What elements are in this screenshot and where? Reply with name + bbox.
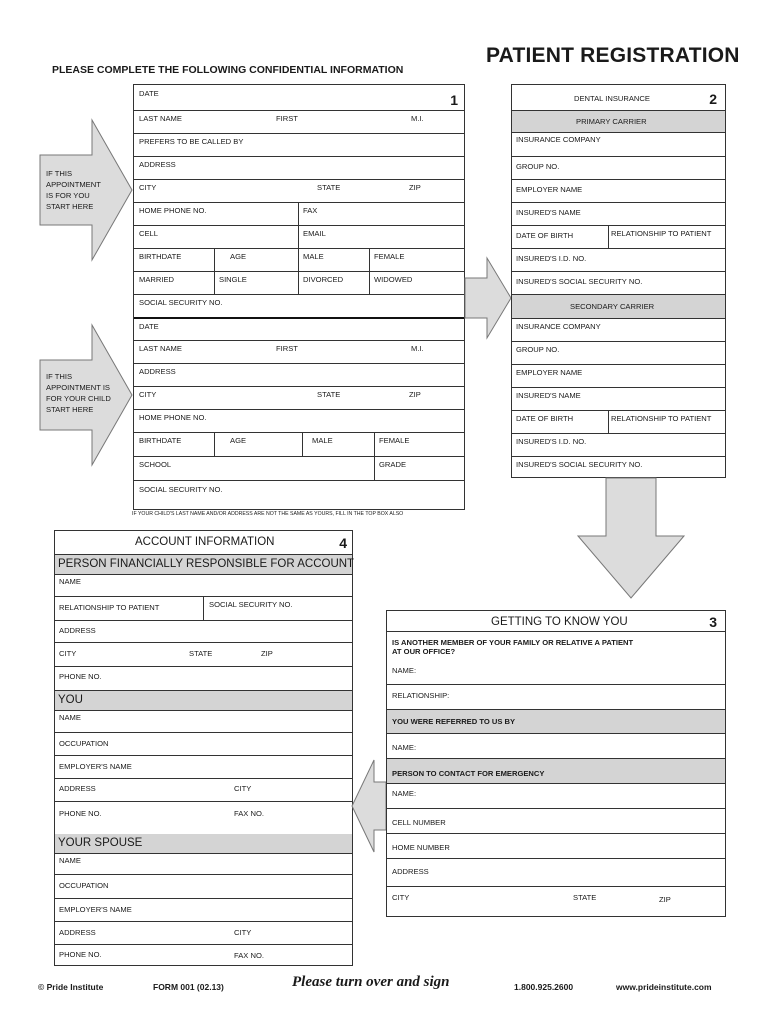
phone-number: 1.800.925.2600 (514, 982, 574, 992)
preferred-name-field[interactable]: PREFERS TO BE CALLED BY (139, 137, 244, 146)
spouse-address-field[interactable]: ADDRESS (59, 928, 96, 937)
referred-header: YOU WERE REFERRED TO US BY (392, 717, 516, 726)
spouse-header: YOUR SPOUSE (58, 837, 143, 849)
date-label[interactable]: DATE (139, 89, 159, 98)
first-name-field[interactable]: FIRST (276, 114, 298, 123)
secondary-group-field[interactable]: GROUP NO. (516, 345, 560, 354)
primary-company-field[interactable]: INSURANCE COMPANY (516, 135, 601, 144)
family-relationship-field[interactable]: RELATIONSHIP: (392, 691, 450, 700)
you-city-field[interactable]: CITY (234, 784, 252, 793)
section-3-getting-to-know-you (386, 610, 726, 917)
you-address-field[interactable]: ADDRESS (59, 784, 96, 793)
last-name-field[interactable]: LAST NAME (139, 114, 182, 123)
primary-insured-id-field[interactable]: INSURED'S I.D. NO. (516, 254, 587, 263)
married-checkbox[interactable]: MARRIED (139, 275, 175, 284)
emergency-state-field[interactable]: STATE (573, 893, 597, 902)
section-number: 1 (450, 92, 458, 108)
single-checkbox[interactable]: SINGLE (219, 275, 247, 284)
age-field[interactable]: AGE (230, 252, 247, 261)
child-home-phone-field[interactable]: HOME PHONE NO. (139, 413, 207, 422)
primary-group-field[interactable]: GROUP NO. (516, 162, 560, 171)
widowed-checkbox[interactable]: WIDOWED (374, 275, 413, 284)
child-grade-field[interactable]: GRADE (379, 460, 407, 469)
child-birthdate-field[interactable]: BIRTHDATE (139, 436, 182, 445)
child-zip-field[interactable]: ZIP (409, 390, 421, 399)
child-city-field[interactable]: CITY (139, 390, 157, 399)
section-1-patient (133, 84, 465, 510)
email-field[interactable]: EMAIL (303, 229, 326, 238)
resp-ssn-field[interactable]: SOCIAL SECURITY NO. (209, 600, 293, 609)
resp-phone-field[interactable]: PHONE NO. (59, 672, 102, 681)
child-male-checkbox[interactable]: MALE (312, 436, 333, 445)
child-mi-field[interactable]: M.I. (411, 344, 424, 353)
child-first-name-field[interactable]: FIRST (276, 344, 298, 353)
spouse-fax-field[interactable]: FAX NO. (234, 951, 264, 960)
secondary-insured-name-field[interactable]: INSURED'S NAME (516, 391, 581, 400)
zip-field[interactable]: ZIP (409, 183, 421, 192)
emergency-header: PERSON TO CONTACT FOR EMERGENCY (392, 769, 545, 778)
you-name-field[interactable]: NAME (59, 713, 81, 722)
child-last-name-field[interactable]: LAST NAME (139, 344, 182, 353)
spouse-phone-field[interactable]: PHONE NO. (59, 950, 102, 959)
child-date-field[interactable]: DATE (139, 322, 159, 331)
section-number: 3 (709, 614, 717, 630)
birthdate-field[interactable]: BIRTHDATE (139, 252, 182, 261)
sidebar-child-text: IF THIS APPOINTMENT IS FOR YOUR CHILD START HERE (46, 372, 111, 414)
child-female-checkbox[interactable]: FEMALE (379, 436, 410, 445)
secondary-relationship-field[interactable]: RELATIONSHIP TO PATIENT (611, 414, 712, 423)
copyright-text: © Pride Institute (38, 982, 104, 992)
getting-to-know-title: GETTING TO KNOW YOU (491, 616, 628, 628)
section-number: 4 (339, 535, 347, 551)
address-field[interactable]: ADDRESS (139, 160, 176, 169)
emergency-address-field[interactable]: ADDRESS (392, 867, 429, 876)
secondary-company-field[interactable]: INSURANCE COMPANY (516, 322, 601, 331)
you-fax-field[interactable]: FAX NO. (234, 809, 264, 818)
female-checkbox[interactable]: FEMALE (374, 252, 405, 261)
resp-state-field[interactable]: STATE (189, 649, 213, 658)
secondary-employer-field[interactable]: EMPLOYER NAME (516, 368, 583, 377)
primary-employer-field[interactable]: EMPLOYER NAME (516, 185, 583, 194)
cell-field[interactable]: CELL (139, 229, 158, 238)
fax-field[interactable]: FAX (303, 206, 318, 215)
responsible-header: PERSON FINANCIALLY RESPONSIBLE FOR ACCOUNT (58, 558, 355, 570)
page-title: PATIENT REGISTRATION (486, 44, 740, 67)
secondary-dob-field[interactable]: DATE OF BIRTH (516, 414, 574, 423)
family-patient-question: IS ANOTHER MEMBER OF YOUR FAMILY OR RELATIVE A PATIENT AT OUR OFFICE? (392, 638, 634, 656)
you-occupation-field[interactable]: OCCUPATION (59, 739, 109, 748)
primary-relationship-field[interactable]: RELATIONSHIP TO PATIENT (611, 229, 712, 238)
spouse-employer-field[interactable]: EMPLOYER'S NAME (59, 905, 132, 914)
resp-relationship-field[interactable]: RELATIONSHIP TO PATIENT (59, 603, 160, 612)
spouse-city-field[interactable]: CITY (234, 928, 252, 937)
you-employer-field[interactable]: EMPLOYER'S NAME (59, 762, 132, 771)
child-age-field[interactable]: AGE (230, 436, 247, 445)
child-address-field[interactable]: ADDRESS (139, 367, 176, 376)
emergency-zip-field[interactable]: ZIP (659, 895, 671, 904)
resp-zip-field[interactable]: ZIP (261, 649, 273, 658)
section-4-account-info (54, 530, 353, 966)
male-checkbox[interactable]: MALE (303, 252, 324, 261)
emergency-cell-field[interactable]: CELL NUMBER (392, 818, 446, 827)
primary-insured-name-field[interactable]: INSURED'S NAME (516, 208, 581, 217)
you-header: YOU (58, 694, 83, 706)
state-field[interactable]: STATE (317, 183, 341, 192)
sidebar-you-text: IF THIS APPOINTMENT IS FOR YOU START HERE (46, 169, 101, 211)
primary-dob-field[interactable]: DATE OF BIRTH (516, 231, 574, 240)
emergency-home-field[interactable]: HOME NUMBER (392, 843, 450, 852)
home-phone-field[interactable]: HOME PHONE NO. (139, 206, 207, 215)
child-state-field[interactable]: STATE (317, 390, 341, 399)
turn-over-text: Please turn over and sign (292, 974, 450, 990)
section-2-dental-insurance (511, 84, 726, 478)
child-note: IF YOUR CHILD'S LAST NAME AND/OR ADDRESS ARE NOT THE SAME AS YOURS, FILL IN THE TOP BOX ALSO (132, 511, 404, 517)
secondary-insured-id-field[interactable]: INSURED'S I.D. NO. (516, 437, 587, 446)
referred-name-field[interactable]: NAME: (392, 743, 417, 752)
city-field[interactable]: CITY (139, 183, 157, 192)
emergency-city-field[interactable]: CITY (392, 893, 410, 902)
resp-name-field[interactable]: NAME (59, 577, 81, 586)
family-name-field[interactable]: NAME: (392, 666, 417, 675)
form-number: FORM 001 (02.13) (153, 982, 224, 992)
insurance-title: DENTAL INSURANCE (574, 94, 650, 103)
arrow-to-account-icon (352, 760, 386, 852)
child-ssn-field[interactable]: SOCIAL SECURITY NO. (139, 485, 223, 494)
resp-city-field[interactable]: CITY (59, 649, 77, 658)
primary-insured-ssn-field[interactable]: INSURED'S SOCIAL SECURITY NO. (516, 277, 643, 286)
form-instruction: PLEASE COMPLETE THE FOLLOWING CONFIDENTIAL INFORMATION (52, 64, 404, 76)
primary-carrier-header: PRIMARY CARRIER (576, 117, 647, 126)
secondary-insured-ssn-field[interactable]: INSURED'S SOCIAL SECURITY NO. (516, 460, 643, 469)
secondary-carrier-header: SECONDARY CARRIER (570, 302, 655, 311)
section-number: 2 (709, 91, 717, 107)
resp-address-field[interactable]: ADDRESS (59, 626, 96, 635)
child-school-field[interactable]: SCHOOL (139, 460, 172, 469)
ssn-field[interactable]: SOCIAL SECURITY NO. (139, 298, 223, 307)
spouse-occupation-field[interactable]: OCCUPATION (59, 881, 109, 890)
website-link[interactable]: www.prideinstitute.com (616, 982, 712, 992)
account-info-title: ACCOUNT INFORMATION (135, 536, 275, 548)
spouse-name-field[interactable]: NAME (59, 856, 81, 865)
mi-field[interactable]: M.I. (411, 114, 424, 123)
emergency-name-field[interactable]: NAME: (392, 789, 417, 798)
arrow-down-icon (578, 478, 684, 598)
arrow-to-insurance-icon (465, 258, 511, 338)
you-phone-field[interactable]: PHONE NO. (59, 809, 102, 818)
divorced-checkbox[interactable]: DIVORCED (303, 275, 344, 284)
